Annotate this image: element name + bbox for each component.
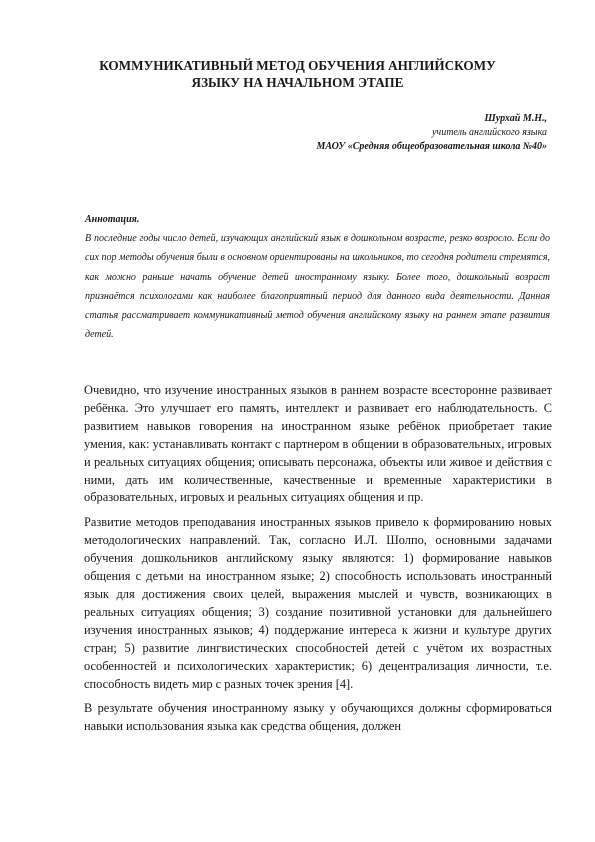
author-name: Шурхай М.Н., xyxy=(484,113,547,124)
author-block xyxy=(316,112,547,154)
article-title xyxy=(60,57,535,91)
annotation-text: В последние годы число детей, изучающих английский язык в дошкольном возрасте, резко возросло. Если до сих пор методы обучения были в основном ориентированы на школьников, то сегодня родители стремятся, как можно раньше начать обучение детей иностранному языку. Более того, дошкольный возраст признаётся психологами как наиболее благоприятный период для данного вида деятельности. Данная статья рассматривает коммуникативный метод обучения английскому языку на раннем этапе развития детей. xyxy=(85,233,550,341)
body-paragraph-3: В результате обучения иностранному языку у обучающихся должны сформироваться навыки использования языка как средства общения, должен xyxy=(84,701,552,734)
annotation-block xyxy=(85,210,550,344)
body-paragraph-2: Развитие методов преподавания иностранных языков привело к формированию новых методологических направлений. Так, согласно И.Л. Шолпо, основными задачами обучения дошкольников английскому языку являются: 1) формирование навыков общения с детьми на иностранном языке; 2) способность использовать иностранный язык для достижения своих целей, выражения мыслей и чувств, возникающих в реальных ситуациях общения; 3) создание позитивной установки для дальнейшего изучения иностранных языков; 4) поддержание интереса к жизни и культуре других стран; 5) развитие лингвистических способностей детей с учётом их возрастных особенностей и психологических характеристик; 6) децентрализация личности, т.е. способность видеть мир с разных точек зрения [4]. xyxy=(84,515,552,691)
annotation-label: Аннотация. xyxy=(85,214,140,225)
body-paragraph-1: Очевидно, что изучение иностранных языков в раннем возрасте всесторонне развивает ребёнка. Это улучшает его память, интеллект и развивает его наблюдательность. С развитием навыков говорения на иностранном языке ребёнок приобретает такие умения, как: устанавливать контакт с партнером в общении в образовательных, игровых и реальных ситуациях общения; описывать персонажа, объекты или живое и действия с ними, дать им количественные, качественные и временные характеристики в образовательных, игровых и реальных ситуациях общения и пр. xyxy=(84,383,552,505)
author-position: учитель английского языка xyxy=(431,127,547,138)
author-organization: МАОУ «Средняя общеобразовательная школа №40» xyxy=(316,141,547,152)
title-line-2: ЯЗЫКУ НА НАЧАЛЬНОМ ЭТАПЕ xyxy=(191,75,404,90)
article-body xyxy=(84,382,552,743)
title-line-1: КОММУНИКАТИВНЫЙ МЕТОД ОБУЧЕНИЯ АНГЛИЙСКОМУ xyxy=(99,58,496,73)
